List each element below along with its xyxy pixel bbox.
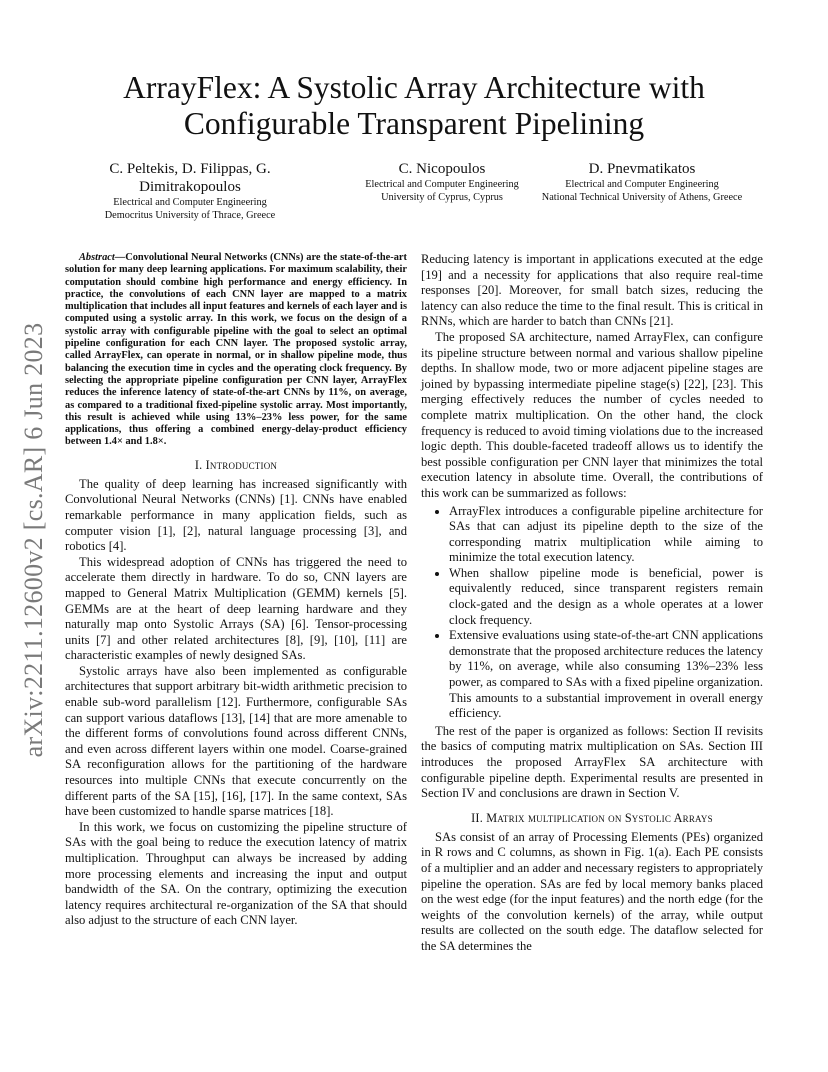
author-names: C. Peltekis, D. Filippas, G. Dimitrakopoulos [109, 161, 271, 195]
paragraph: The rest of the paper is organized as follows: Section II revisits the basics of computing matrix multiplication on SAs. Section III introduces the proposed ArrayFlex SA architecture with configurable pipeline depth. Experimental results are presented in Section IV and conclusions are drawn in Section V. [421, 723, 763, 801]
author-department: Electrical and Computer Engineering [113, 197, 267, 208]
author-institution: Democritus University of Thrace, Greece [104, 210, 276, 221]
list-item: • When shallow pipeline mode is beneficial, power is equivalently reduced, since transparent registers remain clock-gated and the design as a whole operates at a lower clock frequency. [449, 566, 763, 628]
abstract-label: Abstract [79, 252, 115, 263]
list-item: • Extensive evaluations using state-of-the-art CNN applications demonstrate that the proposed architecture reduces the latency by 11%, on average, while also consuming 13%–23% less power, as compared to SAs with a fixed pipeline organization. This amounts to a substantial improvement in overall energy efficiency. [449, 628, 763, 722]
arxiv-identifier-text: arXiv:2211.12600v2 [cs.AR] 6 Jun 2023 [19, 322, 48, 758]
author-group-2 [346, 160, 538, 204]
author-institution: University of Cyprus, Cyprus [381, 192, 503, 203]
section-heading-introduction: I. Introduction [194, 457, 278, 472]
right-column [421, 252, 763, 955]
abstract-text: —Convolutional Neural Networks (CNNs) are the state-of-the-art solution for many deep learning applications. For maximum scalability, their computation should combine high performance and energy efficiency. In practice, the convolutions of each CNN layer are mapped to a matrix multiplication that includes all input features and kernels of each layer and is computed using a systolic array. In this work, we focus on the design of a systolic array with configurable pipeline with the goal to select an optimal pipeline configuration for each CNN layer. The proposed systolic array, called ArrayFlex, can operate in normal, or in shallow pipeline mode, thus balancing the execution time in cycles and the operating clock frequency. By selecting the appropriate pipeline configuration per CNN layer, ArrayFlex reduces the inference latency of state-of-the-art CNNs by 11%, on average, as compared to a traditional fixed-pipeline systolic array. Most importantly, this result is achieved while using 13%–23% less power, for the same applications, thus offering a combined energy-delay-product efficiency between 1.4× and 1.8×. [65, 252, 407, 448]
paragraph: SAs consist of an array of Processing Elements (PEs) organized in R rows and C columns, as shown in Fig. 1(a). Each PE consists of a multiplier and an adder and necessary registers to appropriately pipeline the operation. SAs are fed by local memory banks placed on the west edge (for the input features) and the north edge (for the weights of the convolution kernels) of the array, while output results are collected on the south edge. The dataflow selected for the SA determines the [421, 829, 763, 953]
paragraph: Systolic arrays have also been implemented as configurable architectures that support arbitrary bit-width arithmetic precision to enable sub-word parallelism [12]. Furthermore, configurable SAs can support various dataflows [13], [14] that are more amenable to the different forms of convolutions found across different CNNs, and even across different layers within one model. Coarse-grained SA reconfiguration allows for the partitioning of the hardware resources into multiple CNNs that execute concurrently on the different parts of the SA [15], [16], [17]. In the same context, SAs have been customized to handle sparse matrices [18]. [65, 663, 407, 819]
arxiv-identifier [14, 300, 54, 780]
paragraph: In this work, we focus on customizing the pipeline structure of SAs with the goal being to reduce the execution latency of matrix multiplication. Throughput can always be increased by adding more processing elements and increasing the input and output bandwidth of the SA. On the contrary, optimizing the execution latency requires architectural re-organization of the SA that should also adjust to the structure of each CNN layer. [65, 819, 407, 928]
author-names: D. Pnevmatikatos [588, 161, 696, 177]
contributions-list [421, 504, 763, 722]
author-institution: National Technical University of Athens, Greece [541, 192, 743, 203]
paragraph: This widespread adoption of CNNs has triggered the need to accelerate them directly in hardware. To do so, CNN layers are mapped to General Matrix Multiplication (GEMM) kernels [5]. GEMMs are at the heart of deep learning hardware and they naturally map onto Systolic Arrays (SA) [6]. Tensor-processing units [7] and other related architectures [8], [9], [10], [11] are characteristic examples of newly designed SAs. [65, 554, 407, 663]
author-department: Electrical and Computer Engineering [565, 179, 719, 190]
paragraph: The quality of deep learning has increased significantly with Convolutional Neural Networks (CNNs) [1]. CNNs have enabled remarkable performance in many application fields, such as computer vision [1], [2], natural language processing [3], and robotics [4]. [65, 476, 407, 554]
abstract [65, 252, 407, 449]
list-item: • ArrayFlex introduces a configurable pipeline architecture for SAs that can adjust its pipeline depth to the size of the corresponding matrix multiplication while aiming to minimize the total execution latency. [449, 504, 763, 566]
paragraph: The proposed SA architecture, named ArrayFlex, can configure its pipeline structure between normal and various shallow pipeline depths. In shallow mode, two or more adjacent pipeline stages are joined by bypassing intermediate pipeline stage(s) [22], [23]. This merging effectively reduces the number of cycles needed to complete matrix multiplication. On the other hand, the clock frequency is reduced to avoid timing violations due to the increased logic depth. This double-faceted tradeoff allows us to identify the best possible configuration per CNN layer that minimizes the total execution latency in absolute time. Overall, the contributions of this work can be summarized as follows: [421, 329, 763, 500]
left-column [65, 252, 407, 929]
author-names: C. Nicopoulos [398, 161, 486, 177]
paper-title: ArrayFlex: A Systolic Array Architecture with Configurable Transparent Pipelining [123, 70, 705, 141]
author-group-1 [60, 160, 320, 222]
paragraph: Reducing latency is important in applications executed at the edge [19] and a necessity for applications that also require real-time responses [20]. Moreover, for small batch sizes, reducing the latency can also reduce the time to the final result. This is critical in RNNs, which are harder to batch than CNNs [21]. [421, 252, 763, 329]
author-department: Electrical and Computer Engineering [365, 179, 519, 190]
author-group-3 [528, 160, 756, 204]
section-heading-matrix-multiplication: II. Matrix multiplication on Systolic Arrays [471, 810, 713, 825]
